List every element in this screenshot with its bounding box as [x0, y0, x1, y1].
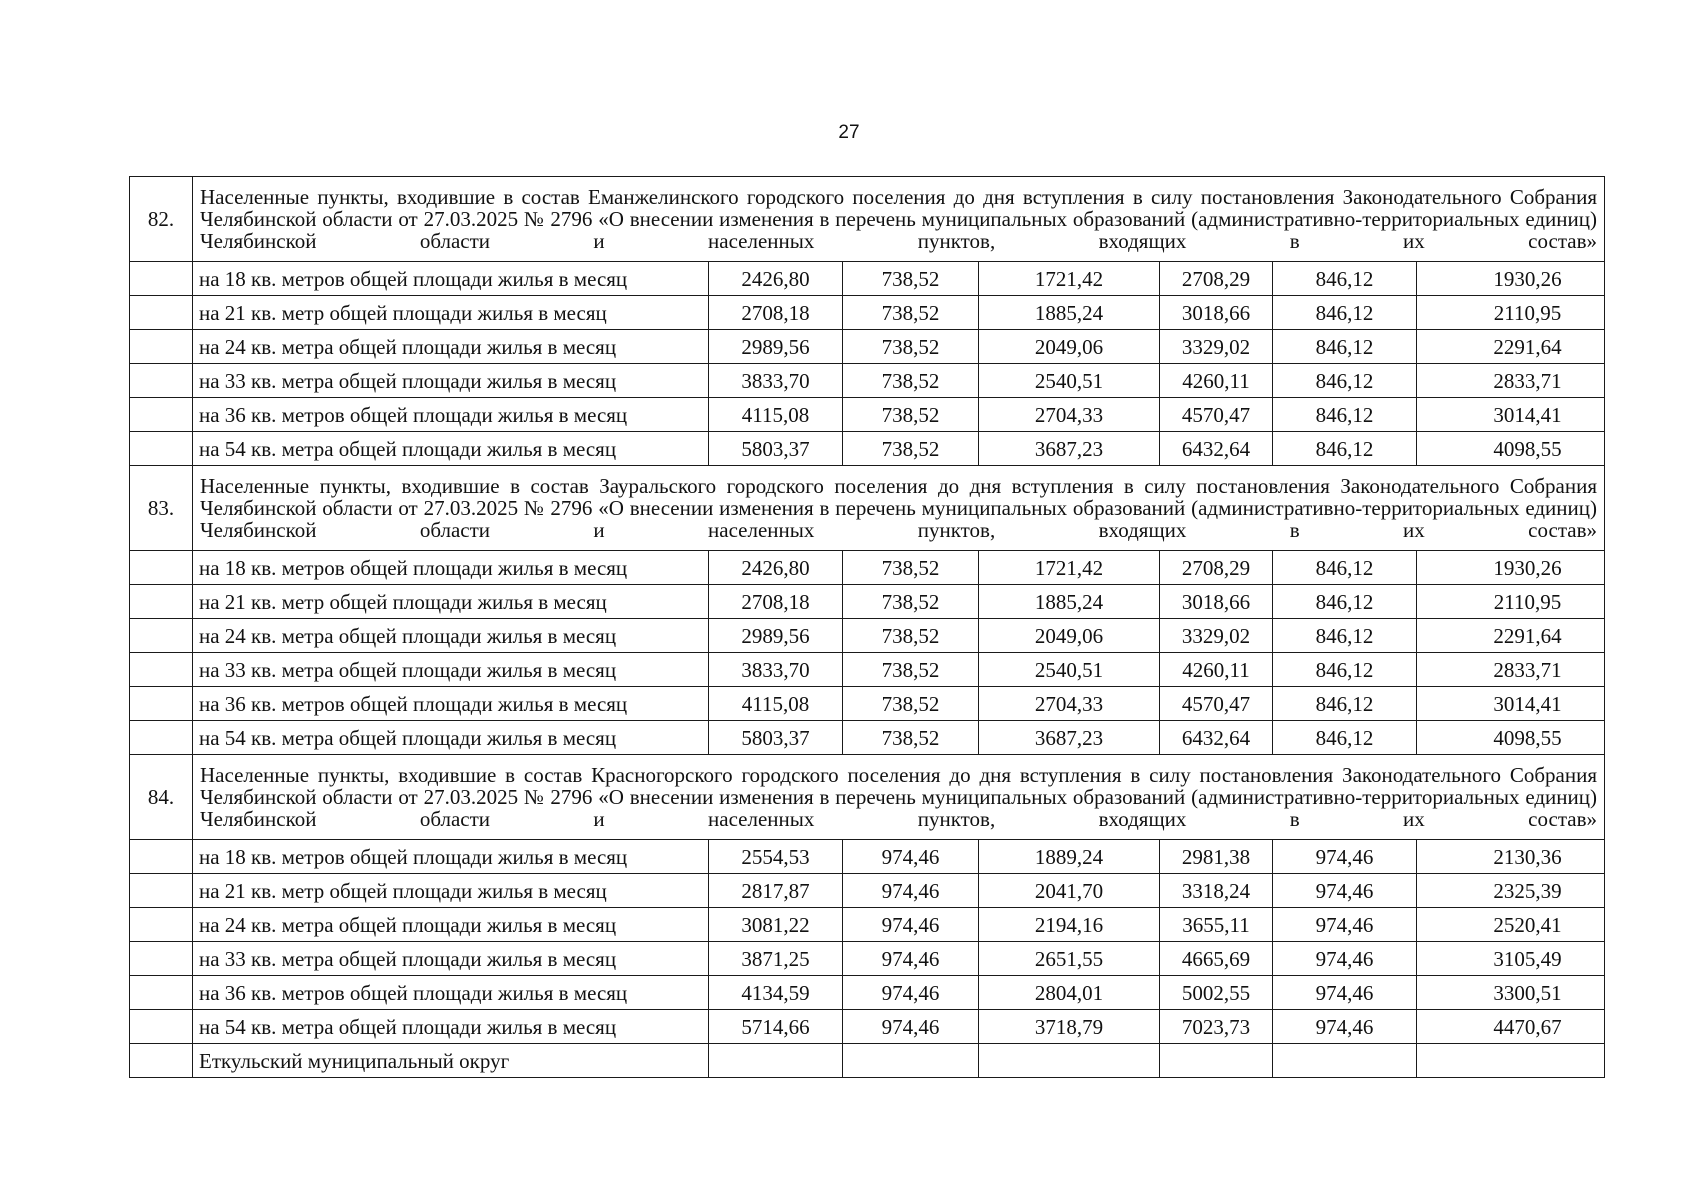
table-row [130, 1010, 1605, 1044]
row-label: на 24 кв. метра общей площади жилья в месяц [193, 619, 709, 653]
row-label: на 18 кв. метров общей площади жилья в месяц [193, 840, 709, 874]
value-cell: 4134,59 [709, 976, 843, 1010]
value-cell: 2049,06 [979, 330, 1160, 364]
value-cell: 2554,53 [709, 840, 843, 874]
row-label: на 33 кв. метра общей площади жилья в месяц [193, 942, 709, 976]
value-cell: 4570,47 [1160, 398, 1273, 432]
value-cell: 3300,51 [1417, 976, 1605, 1010]
value-cell: 2426,80 [709, 262, 843, 296]
value-cell: 846,12 [1273, 585, 1417, 619]
row-label: на 36 кв. метров общей площади жилья в месяц [193, 398, 709, 432]
value-cell: 3871,25 [709, 942, 843, 976]
value-cell: 4098,55 [1417, 432, 1605, 466]
empty-value-cell [843, 1044, 979, 1078]
value-cell: 846,12 [1273, 262, 1417, 296]
value-cell: 2804,01 [979, 976, 1160, 1010]
empty-number-cell [130, 874, 193, 908]
row-label: на 54 кв. метра общей площади жилья в месяц [193, 721, 709, 755]
value-cell: 2194,16 [979, 908, 1160, 942]
empty-value-cell [1160, 1044, 1273, 1078]
table-row [130, 942, 1605, 976]
tariff-table [129, 176, 1605, 1078]
value-cell: 3833,70 [709, 364, 843, 398]
value-cell: 5803,37 [709, 721, 843, 755]
value-cell: 846,12 [1273, 687, 1417, 721]
value-cell: 1885,24 [979, 585, 1160, 619]
value-cell: 974,46 [1273, 874, 1417, 908]
value-cell: 2708,29 [1160, 551, 1273, 585]
value-cell: 4570,47 [1160, 687, 1273, 721]
table-row [130, 721, 1605, 755]
value-cell: 738,52 [843, 653, 979, 687]
table-row [130, 330, 1605, 364]
value-cell: 2130,36 [1417, 840, 1605, 874]
empty-number-cell [130, 840, 193, 874]
value-cell: 2540,51 [979, 364, 1160, 398]
section-header-row [130, 755, 1605, 840]
table-row [130, 262, 1605, 296]
table-row [130, 585, 1605, 619]
value-cell: 2708,29 [1160, 262, 1273, 296]
value-cell: 4470,67 [1417, 1010, 1605, 1044]
value-cell: 1721,42 [979, 262, 1160, 296]
row-label: на 54 кв. метра общей площади жилья в месяц [193, 432, 709, 466]
value-cell: 2708,18 [709, 296, 843, 330]
value-cell: 974,46 [1273, 1010, 1417, 1044]
empty-number-cell [130, 551, 193, 585]
value-cell: 2708,18 [709, 585, 843, 619]
value-cell: 1885,24 [979, 296, 1160, 330]
final-row-label: Еткульский муниципальный округ [193, 1044, 709, 1078]
value-cell: 3018,66 [1160, 585, 1273, 619]
value-cell: 846,12 [1273, 551, 1417, 585]
section-number: 84. [130, 755, 193, 840]
value-cell: 974,46 [843, 840, 979, 874]
value-cell: 6432,64 [1160, 721, 1273, 755]
empty-number-cell [130, 330, 193, 364]
value-cell: 4665,69 [1160, 942, 1273, 976]
page-number: 27 [838, 122, 860, 143]
section-title: Населенные пункты, входившие в состав Еманжелинского городского поселения до дня вступления в силу постановления Законодательного Собрания Челябинской области от 27.03.2025 № 2796 «О внесении изменения в перечень муниципальных образований (административно-территориальных единиц) Челябинской области и населенных пунктов, входящих в их состав» [193, 177, 1605, 262]
value-cell: 3014,41 [1417, 398, 1605, 432]
empty-number-cell [130, 364, 193, 398]
value-cell: 2041,70 [979, 874, 1160, 908]
row-label: на 24 кв. метра общей площади жилья в месяц [193, 330, 709, 364]
empty-number-cell [130, 262, 193, 296]
table-row [130, 364, 1605, 398]
table-row [130, 619, 1605, 653]
value-cell: 2833,71 [1417, 364, 1605, 398]
value-cell: 738,52 [843, 687, 979, 721]
empty-number-cell [130, 908, 193, 942]
value-cell: 1930,26 [1417, 551, 1605, 585]
value-cell: 738,52 [843, 551, 979, 585]
value-cell: 3081,22 [709, 908, 843, 942]
value-cell: 4098,55 [1417, 721, 1605, 755]
section-header-row [130, 177, 1605, 262]
value-cell: 2704,33 [979, 398, 1160, 432]
value-cell: 738,52 [843, 330, 979, 364]
table-body [130, 177, 1605, 1078]
table-row [130, 398, 1605, 432]
empty-number-cell [130, 585, 193, 619]
value-cell: 3329,02 [1160, 619, 1273, 653]
value-cell: 2540,51 [979, 653, 1160, 687]
section-number: 83. [130, 466, 193, 551]
value-cell: 2520,41 [1417, 908, 1605, 942]
row-label: на 18 кв. метров общей площади жилья в месяц [193, 551, 709, 585]
value-cell: 2651,55 [979, 942, 1160, 976]
row-label: на 21 кв. метр общей площади жилья в месяц [193, 296, 709, 330]
value-cell: 974,46 [1273, 908, 1417, 942]
value-cell: 738,52 [843, 619, 979, 653]
value-cell: 3687,23 [979, 432, 1160, 466]
value-cell: 4115,08 [709, 687, 843, 721]
table-row [130, 653, 1605, 687]
value-cell: 846,12 [1273, 653, 1417, 687]
value-cell: 2110,95 [1417, 585, 1605, 619]
row-label: на 21 кв. метр общей площади жилья в месяц [193, 874, 709, 908]
value-cell: 5714,66 [709, 1010, 843, 1044]
value-cell: 738,52 [843, 398, 979, 432]
table-row [130, 551, 1605, 585]
value-cell: 2704,33 [979, 687, 1160, 721]
empty-number-cell [130, 619, 193, 653]
value-cell: 738,52 [843, 364, 979, 398]
table-row [130, 840, 1605, 874]
value-cell: 846,12 [1273, 330, 1417, 364]
empty-number-cell [130, 653, 193, 687]
value-cell: 974,46 [843, 908, 979, 942]
final-row [130, 1044, 1605, 1078]
value-cell: 7023,73 [1160, 1010, 1273, 1044]
empty-number-cell [130, 1010, 193, 1044]
value-cell: 974,46 [843, 874, 979, 908]
value-cell: 974,46 [1273, 840, 1417, 874]
row-label: на 54 кв. метра общей площади жилья в месяц [193, 1010, 709, 1044]
row-label: на 36 кв. метров общей площади жилья в месяц [193, 976, 709, 1010]
value-cell: 1721,42 [979, 551, 1160, 585]
value-cell: 4260,11 [1160, 364, 1273, 398]
value-cell: 3318,24 [1160, 874, 1273, 908]
value-cell: 3105,49 [1417, 942, 1605, 976]
value-cell: 5803,37 [709, 432, 843, 466]
empty-number-cell [130, 296, 193, 330]
value-cell: 738,52 [843, 432, 979, 466]
value-cell: 6432,64 [1160, 432, 1273, 466]
value-cell: 846,12 [1273, 619, 1417, 653]
value-cell: 846,12 [1273, 721, 1417, 755]
table-row [130, 687, 1605, 721]
value-cell: 2049,06 [979, 619, 1160, 653]
empty-value-cell [1417, 1044, 1605, 1078]
value-cell: 974,46 [843, 1010, 979, 1044]
table-row [130, 874, 1605, 908]
row-label: на 36 кв. метров общей площади жилья в месяц [193, 687, 709, 721]
table-row [130, 908, 1605, 942]
value-cell: 2291,64 [1417, 330, 1605, 364]
value-cell: 1889,24 [979, 840, 1160, 874]
value-cell: 2110,95 [1417, 296, 1605, 330]
value-cell: 3655,11 [1160, 908, 1273, 942]
row-label: на 33 кв. метра общей площади жилья в месяц [193, 653, 709, 687]
value-cell: 738,52 [843, 585, 979, 619]
value-cell: 3833,70 [709, 653, 843, 687]
value-cell: 846,12 [1273, 432, 1417, 466]
value-cell: 974,46 [1273, 976, 1417, 1010]
row-label: на 21 кв. метр общей площади жилья в месяц [193, 585, 709, 619]
value-cell: 1930,26 [1417, 262, 1605, 296]
empty-number-cell [130, 687, 193, 721]
value-cell: 3018,66 [1160, 296, 1273, 330]
empty-number-cell [130, 976, 193, 1010]
section-number: 82. [130, 177, 193, 262]
empty-value-cell [1273, 1044, 1417, 1078]
value-cell: 2817,87 [709, 874, 843, 908]
value-cell: 5002,55 [1160, 976, 1273, 1010]
value-cell: 4115,08 [709, 398, 843, 432]
value-cell: 974,46 [1273, 942, 1417, 976]
value-cell: 2426,80 [709, 551, 843, 585]
empty-number-cell [130, 1044, 193, 1078]
section-header-row [130, 466, 1605, 551]
value-cell: 2981,38 [1160, 840, 1273, 874]
value-cell: 3014,41 [1417, 687, 1605, 721]
value-cell: 2989,56 [709, 330, 843, 364]
value-cell: 4260,11 [1160, 653, 1273, 687]
value-cell: 2989,56 [709, 619, 843, 653]
value-cell: 738,52 [843, 721, 979, 755]
section-title: Населенные пункты, входившие в состав Красногорского городского поселения до дня вступления в силу постановления Законодательного Собрания Челябинской области от 27.03.2025 № 2796 «О внесении изменения в перечень муниципальных образований (административно-территориальных единиц) Челябинской области и населенных пунктов, входящих в их состав» [193, 755, 1605, 840]
value-cell: 3329,02 [1160, 330, 1273, 364]
value-cell: 846,12 [1273, 296, 1417, 330]
table-row [130, 296, 1605, 330]
empty-number-cell [130, 721, 193, 755]
row-label: на 33 кв. метра общей площади жилья в месяц [193, 364, 709, 398]
row-label: на 18 кв. метров общей площади жилья в месяц [193, 262, 709, 296]
value-cell: 738,52 [843, 262, 979, 296]
section-title: Населенные пункты, входившие в состав Зауральского городского поселения до дня вступления в силу постановления Законодательного Собрания Челябинской области от 27.03.2025 № 2796 «О внесении изменения в перечень муниципальных образований (административно-территориальных единиц) Челябинской области и населенных пунктов, входящих в их состав» [193, 466, 1605, 551]
value-cell: 3718,79 [979, 1010, 1160, 1044]
value-cell: 3687,23 [979, 721, 1160, 755]
value-cell: 974,46 [843, 976, 979, 1010]
empty-number-cell [130, 432, 193, 466]
row-label: на 24 кв. метра общей площади жилья в месяц [193, 908, 709, 942]
value-cell: 738,52 [843, 296, 979, 330]
empty-value-cell [709, 1044, 843, 1078]
empty-number-cell [130, 942, 193, 976]
value-cell: 2291,64 [1417, 619, 1605, 653]
value-cell: 974,46 [843, 942, 979, 976]
value-cell: 846,12 [1273, 364, 1417, 398]
value-cell: 846,12 [1273, 398, 1417, 432]
table-row [130, 432, 1605, 466]
value-cell: 2833,71 [1417, 653, 1605, 687]
empty-number-cell [130, 398, 193, 432]
table-row [130, 976, 1605, 1010]
value-cell: 2325,39 [1417, 874, 1605, 908]
empty-value-cell [979, 1044, 1160, 1078]
